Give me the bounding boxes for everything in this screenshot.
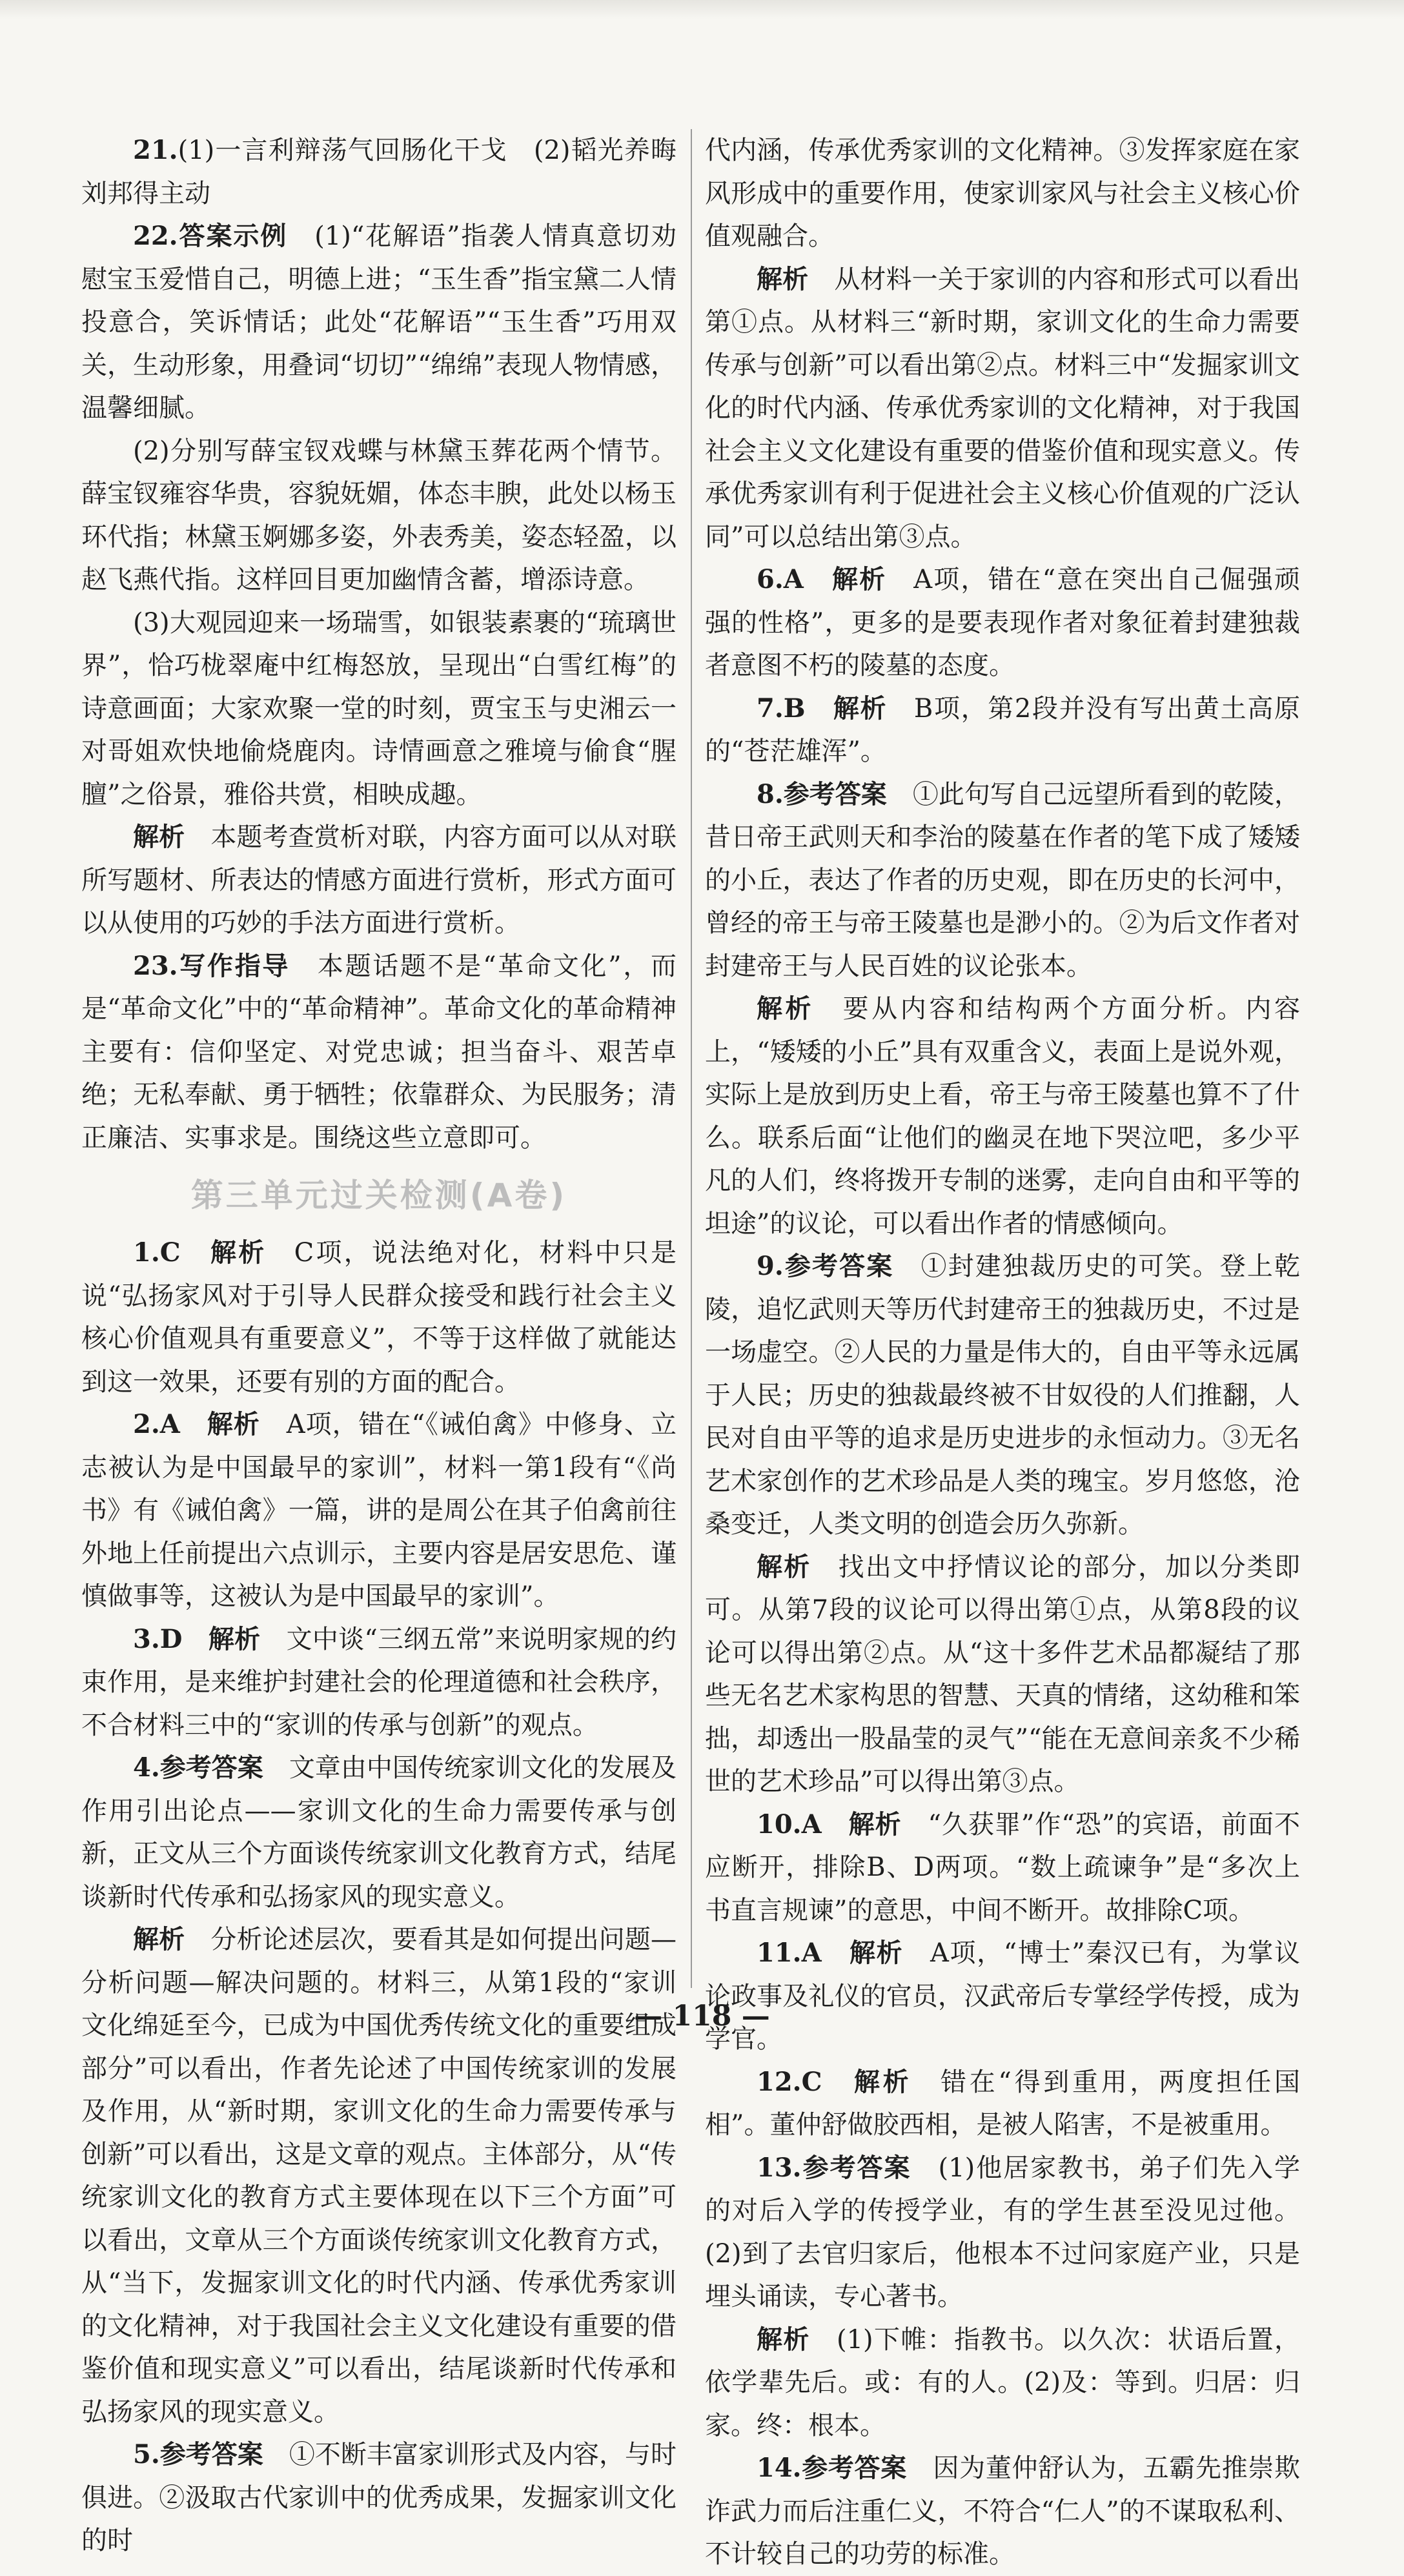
- question-number: 4.: [133, 1752, 160, 1783]
- answer-text: (2)分别写薛宝钗戏蝶与林黛玉葬花两个情节。薛宝钗雍容华贵，容貌妩媚，体态丰腴，此处以杨玉环代指；林黛玉婀娜多姿，外表秀美，姿态轻盈，以赵飞燕代指。这样回目更加幽情含蓄，增添诗意。: [81, 436, 677, 594]
- answer-text: ①此句写自己远望所看到的乾陵，昔日帝王武则天和李治的陵墓在作者的笔下成了矮矮的小丘，表达了作者的历史观，即在历史的长河中，曾经的帝王与帝王陵墓也是渺小的。②为后文作者对封建帝王与人民百姓的议论张本。: [705, 779, 1301, 981]
- answer-text: A项，错在“《诫伯禽》中修身、立志被认为是中国最早的家训”，材料一第1段有“《尚书》有《诫伯禽》一篇，讲的是周公在其子伯禽前往外地上任前提出六点训示，主要内容是居安思危、谨慎做事等，这被认为是中国最早的家训”。: [81, 1410, 677, 1611]
- answer-text: (1)一言利辩荡气回肠化干戈 (2)韬光养晦刘邦得主动: [81, 136, 677, 208]
- column-divider: [691, 129, 692, 1988]
- answer-paragraph: [81, 1232, 677, 1403]
- answer-text: (1)他居家教书，弟子们先入学的对后入学的传授学业，有的学生甚至没见过他。(2)到了去官归家后，他根本不过问家庭产业，只是埋头诵读，专心著书。: [705, 2153, 1300, 2311]
- question-number: 6.: [757, 564, 784, 594]
- answer-paragraph: [81, 430, 677, 602]
- answer-paragraph: [705, 2318, 1300, 2448]
- answer-label: 参考答案: [783, 778, 913, 809]
- answer-label: 写作指导: [178, 950, 318, 981]
- question-number: 1.: [133, 1237, 160, 1268]
- answer-text: 从材料一关于家训的内容和形式可以看出第①点。从材料三“新时期，家训文化的生命力需要传承与创新”可以看出第②点。材料三中“发掘家训文化的时代内涵、传承优秀家训的文化精神，对于我国社会主义文化建设有重要的借鉴价值和现实意义。传承优秀家训有利于促进社会主义核心价值观的广泛认同”可以总结出第③点。: [705, 264, 1301, 552]
- answer-paragraph: [705, 2147, 1300, 2318]
- answer-label: 解析: [757, 263, 835, 294]
- answer-text: (1)下帷：指教书。以久次：状语后置，依学辈先后。或：有的人。(2)及：等到。归居：归家。终：根本。: [705, 2324, 1300, 2440]
- answer-paragraph: [705, 1803, 1300, 1932]
- scan-top-edge: [0, 0, 1404, 19]
- answer-label: 参考答案: [801, 2152, 939, 2183]
- answer-label: D 解析: [159, 1623, 287, 1654]
- answer-label: C 解析: [159, 1237, 294, 1268]
- answer-paragraph: [705, 129, 1300, 258]
- answer-text: B项，第2段并没有写出黄土高原的“苍茫雄浑”。: [705, 693, 1301, 766]
- answer-label: C 解析: [801, 2066, 941, 2097]
- question-number: 3.: [133, 1623, 160, 1654]
- answer-paragraph: [81, 1918, 677, 2433]
- answer-label: 答案示例: [178, 221, 315, 251]
- question-number: 22.: [133, 221, 178, 251]
- answer-label: 解析: [133, 1924, 211, 1954]
- answer-text: 错在“得到重用，两度担任国相”。董仲舒做胶西相，是被人陷害，不是被重用。: [705, 2067, 1300, 2140]
- answer-label: B 解析: [783, 693, 914, 724]
- question-number: 14.: [757, 2453, 802, 2483]
- answer-text: 代内涵，传承优秀家训的文化精神。③发挥家庭在家风形成中的重要作用，使家训家风与社会主义核心价值观融合。: [705, 136, 1300, 251]
- answer-text: ①不断丰富家训形式及内容，与时俱进。②汲取古代家训中的优秀成果，发掘家训文化的时: [81, 2440, 677, 2555]
- question-number: 12.: [757, 2066, 802, 2097]
- answer-label: 参考答案: [159, 1752, 289, 1783]
- answer-paragraph: [81, 602, 677, 816]
- answer-paragraph: [81, 2433, 677, 2562]
- answer-text: ①封建独裁历史的可笑。登上乾陵，追忆武则天等历代封建帝王的独裁历史，不过是一场虚空。②人民的力量是伟大的，自由平等永远属于人民；历史的独裁最终被不甘奴役的人们推翻，人民对自由平等的追求是历史进步的永恒动力。③无名艺术家创作的艺术珍品是人类的瑰宝。岁月悠悠，沧桑变迁，人类文明的创造会历久弥新。: [705, 1252, 1301, 1539]
- answer-paragraph: [705, 1546, 1300, 1803]
- right-column-content: [705, 129, 1300, 2576]
- answer-text: A项，错在“意在突出自己倔强顽强的性格”，更多的是要表现作者对象征着封建独裁者意图不朽的陵墓的态度。: [705, 565, 1300, 680]
- page-number: — 118 —: [634, 2000, 770, 2033]
- answer-text: (1)“花解语”指袭人情真意切劝慰宝玉爱惜自己，明德上进；“玉生香”指宝黛二人情投意合，笑诉情话；此处“花解语”“玉生香”巧用双关，生动形象，用叠词“切切”“绵绵”表现人物情感，温馨细腻。: [81, 221, 677, 423]
- answer-paragraph: [705, 687, 1300, 773]
- answer-text: C项，说法绝对化，材料中只是说“弘扬家风对于引导人民群众接受和践行社会主义核心价值观具有重要意义”，不等于这样做了就能达到这一效果，还要有别的方面的配合。: [81, 1238, 677, 1397]
- left-column-bottom: [81, 1232, 677, 2562]
- question-number: 8.: [757, 778, 784, 809]
- answer-text: 分析论述层次，要看其是如何提出问题—分析问题—解决问题的。材料三，从第1段的“家训文化绵延至今，已成为中国优秀传统文化的重要组成部分”可以看出，作者先论述了中国传统家训的发展及作用，从“新时期，家训文化的生命力需要传承与创新”可以看出，这是文章的观点。主体部分，从“传统家训文化的教育方式主要体现在以下三个方面”可以看出，文章从三个方面谈传统家训文化教育方式，从“当下，发掘家训文化的时代内涵、传承优秀家训的文化精神，对于我国社会主义文化建设有重要的借鉴价值和现实意义”可以看出，结尾谈新时代传承和弘扬家风的现实意义。: [81, 1925, 677, 2427]
- answer-paragraph: [81, 1747, 677, 1918]
- question-number: 5.: [133, 2439, 160, 2470]
- answer-label: A 解析: [801, 1938, 930, 1968]
- answer-paragraph: [81, 816, 677, 945]
- answer-paragraph: [705, 558, 1300, 687]
- answer-paragraph: [705, 1245, 1300, 1546]
- answer-paragraph: [705, 2061, 1300, 2147]
- question-number: 21.: [133, 135, 178, 165]
- left-column: [81, 129, 677, 2562]
- answer-text: 本题话题不是“革命文化”，而是“革命文化”中的“革命精神”。革命文化的革命精神主要有：信仰坚定、对党忠诚；担当奋斗、艰苦卓绝；无私奉献、勇于牺牲；依靠群众、为民服务；清正廉洁、实事求是。围绕这些立意即可。: [81, 951, 677, 1153]
- answer-paragraph: [81, 1618, 677, 1747]
- question-number: 9.: [757, 1251, 784, 1281]
- answer-paragraph: [705, 2447, 1300, 2576]
- answer-label: 参考答案: [783, 1251, 921, 1281]
- right-column: [705, 129, 1300, 2576]
- answer-paragraph: [705, 988, 1300, 1245]
- answer-paragraph: [81, 129, 677, 215]
- answer-paragraph: [705, 1932, 1300, 2061]
- answer-text: (3)大观园迎来一场瑞雪，如银装素裹的“琉璃世界”，恰巧栊翠庵中红梅怒放，呈现出“白雪红梅”的诗意画面；大家欢聚一堂的时刻，贾宝玉与史湘云一对哥姐欢快地偷烧鹿肉。诗情画意之雅境与偷食“腥膻”之俗景，雅俗共赏，相映成趣。: [81, 607, 677, 809]
- question-number: 10.: [757, 1809, 802, 1840]
- answer-label: 参考答案: [801, 2453, 933, 2483]
- answer-paragraph: [81, 1403, 677, 1618]
- answer-text: 找出文中抒情议论的部分，加以分类即可。从第7段的议论可以得出第①点，从第8段的议论可以得出第②点。从“这十多件艺术品都凝结了那些无名艺术家构思的智慧、天真的情绪，这幼稚和笨拙，却透出一股晶莹的灵气”“能在无意间亲炙不少稀世的艺术珍品”可以得出第③点。: [705, 1552, 1301, 1796]
- question-number: 7.: [757, 693, 784, 724]
- answer-label: 解析: [757, 1551, 839, 1582]
- answer-text: A项，“博士”秦汉已有，为掌议论政事及礼仪的官员，汉武帝后专掌经学传授，成为学官。: [705, 1938, 1300, 2054]
- answer-label: A 解析: [783, 564, 914, 594]
- answer-text: 文章由中国传统家训文化的发展及作用引出论点——家训文化的生命力需要传承与创新，正文从三个方面谈传统家训文化教育方式，结尾谈新时代传承和弘扬家风的现实意义。: [81, 1753, 677, 1912]
- question-number: 2.: [133, 1409, 160, 1439]
- answer-text: 文中谈“三纲五常”来说明家规的约束作用，是来维护封建社会的伦理道德和社会秩序，不合材料三中的“家训的传承与创新”的观点。: [81, 1624, 677, 1740]
- question-number: 23.: [133, 950, 178, 981]
- answer-paragraph: [81, 215, 677, 430]
- question-number: 13.: [757, 2152, 802, 2183]
- answer-text: 因为董仲舒认为，五霸先推崇欺诈武力而后注重仁义，不符合“仁人”的不谋取私利、不计较自己的功劳的标准。: [705, 2453, 1301, 2569]
- answer-text: “久获罪”作“恐”的宾语，前面不应断开，排除B、D两项。“数上疏谏争”是“多次上书直言规谏”的意思，中间不断开。故排除C项。: [705, 1809, 1300, 1925]
- answer-label: 解析: [133, 822, 211, 852]
- left-column-top: [81, 129, 677, 1159]
- answer-label: 解析: [757, 993, 843, 1024]
- answer-text: 要从内容和结构两个方面分析。内容上，“矮矮的小丘”具有双重含义，表面上是说外观，实际上是放到历史上看，帝王与帝王陵墓也算不了什么。联系后面“让他们的幽灵在地下哭泣吧，多少平凡的人们，终将拨开专制的迷雾，走向自由和平等的坦途”的议论，可以看出作者的情感倾向。: [705, 994, 1301, 1239]
- answer-paragraph: [705, 773, 1300, 988]
- answer-paragraph: [81, 945, 677, 1160]
- answer-label: A 解析: [159, 1409, 287, 1439]
- answer-label: 参考答案: [159, 2439, 289, 2470]
- answer-label: A 解析: [801, 1809, 928, 1840]
- answer-label: 解析: [757, 2324, 837, 2355]
- answer-paragraph: [705, 258, 1300, 559]
- question-number: 11.: [757, 1938, 802, 1968]
- section-title: 第三单元过关检测(A卷): [190, 1177, 567, 1214]
- answer-text: 本题考查赏析对联，内容方面可以从对联所写题材、所表达的情感方面进行赏析，形式方面可以从使用的巧妙的手法方面进行赏析。: [81, 822, 677, 938]
